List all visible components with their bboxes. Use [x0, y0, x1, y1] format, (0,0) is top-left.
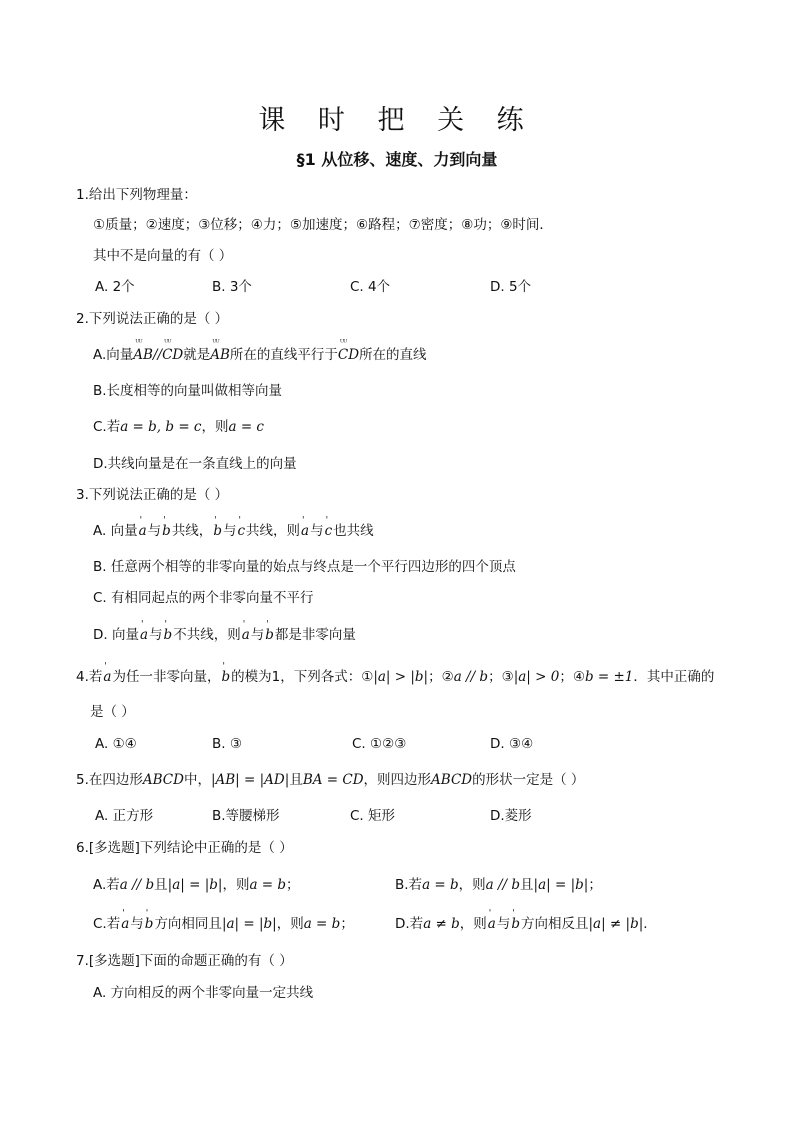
q3-a-text: 与	[310, 523, 324, 539]
q4-text: ；②	[428, 669, 454, 685]
vector-a: ' a	[139, 626, 149, 644]
question-2-stem: 2.下列说法正确的是（ ）	[76, 311, 229, 327]
question-3-option-b: B. 任意两个相等的非零向量的始点与终点是一个平行四边形的四个顶点	[93, 559, 516, 575]
q3-a-text: 与	[147, 523, 162, 539]
vector-a: ' a	[300, 522, 310, 540]
q6-b-text: ，则	[458, 877, 486, 893]
vector-a: ' a	[102, 668, 112, 686]
q6-b-text: B.若	[395, 877, 423, 893]
vector-b: ' b	[163, 626, 174, 644]
q6-d-text: .	[643, 916, 648, 932]
q6-d-formula: a ≠ b	[423, 916, 460, 932]
question-5-option-d: D.菱形	[490, 808, 532, 824]
q3-d-text: D. 向量	[93, 627, 139, 643]
vector-b: ' b	[144, 915, 155, 933]
q5-text: 的形状一定是（ ）	[472, 772, 585, 788]
vector-c: ' c	[236, 522, 246, 540]
q2-c-mid: ，则	[201, 419, 229, 435]
q6-a-text: ；	[286, 877, 300, 893]
question-2-option-c	[93, 418, 264, 436]
page-title: 课 时 把 关 练	[258, 105, 536, 136]
q4-text: 4.若	[76, 669, 103, 685]
question-7-stem: 7.[多选题]下面的命题正确的有（ ）	[76, 953, 293, 969]
question-2-option-b: B.长度相等的向量叫做相等向量	[93, 383, 283, 399]
q6-a-formula: a // b	[119, 877, 155, 893]
vector-b: ' b	[264, 626, 275, 644]
q2-a-post: 所在的直线	[359, 347, 427, 363]
q4-text: 的模为1，下列各式：①	[231, 669, 374, 685]
question-5-option-c: C. 矩形	[350, 808, 396, 824]
q3-d-text: 不共线，则	[173, 627, 241, 643]
vector-a: ' a	[241, 626, 251, 644]
question-3-option-d	[93, 626, 356, 644]
vector-b: ' b	[220, 668, 231, 686]
q5-quadrilateral: ABCD	[142, 772, 184, 788]
q3-a-text: A. 向量	[93, 523, 138, 539]
q5-text: 且	[289, 772, 303, 788]
question-6-option-d	[395, 915, 648, 933]
question-4-option-a: A. ①④	[95, 736, 137, 752]
question-1-stem: 1.给出下列物理量：	[76, 187, 197, 203]
q6-a-text: ，则	[222, 877, 250, 893]
q5-text: 中，	[183, 772, 211, 788]
q6-d-text: ，则	[459, 916, 487, 932]
q6-d-text: 方向相反且	[521, 916, 589, 932]
q2-a-prefix: A.向量	[93, 347, 134, 363]
q5-text: 5.在四边形	[76, 772, 143, 788]
q6-c-formula: |a| = |b|	[221, 916, 277, 932]
q4-formula-4: b = ±1	[584, 669, 634, 685]
question-4-stem	[76, 668, 714, 686]
q6-d-text: D.若	[395, 916, 424, 932]
q2-c-prefix: C.若	[93, 419, 121, 435]
vector-b: ' b	[510, 915, 521, 933]
question-6-option-a	[93, 876, 300, 894]
q3-d-text: 与	[149, 627, 163, 643]
q6-a-formula: |a| = |b|	[167, 877, 223, 893]
vector-cd: ᵁᵁ CD	[162, 346, 183, 364]
question-4-option-b: B. ③	[212, 736, 242, 752]
question-3-stem: 3.下列说法正确的是（ ）	[76, 487, 229, 503]
q6-d-text: 与	[496, 916, 511, 932]
question-6-option-c	[93, 915, 354, 933]
question-1-option-b: B. 3个	[212, 279, 252, 295]
question-4-option-d: D. ③④	[490, 736, 534, 752]
q2-c-formula-2: a = c	[228, 419, 264, 435]
q6-b-formula: a = b	[422, 877, 459, 893]
vector-c: ' c	[324, 522, 334, 540]
q5-text: ，则四边形	[363, 772, 432, 788]
question-1-list: ①质量；②速度；③位移；④力；⑤加速度；⑥路程；⑦密度；⑧功；⑨时间．	[93, 217, 553, 233]
q3-a-text: 也共线	[333, 523, 374, 539]
q4-text: ；④	[559, 669, 585, 685]
question-6-stem: 6.[多选题]下列结论中正确的是（ ）	[76, 840, 293, 856]
q3-a-text: 共线，则	[246, 523, 301, 539]
q5-quadrilateral: ABCD	[431, 772, 473, 788]
q3-a-text: 与	[222, 523, 237, 539]
q6-a-text: A.若	[93, 877, 120, 893]
q6-c-text: C.若	[93, 916, 121, 932]
vector-a: ' a	[138, 522, 148, 540]
q6-b-formula: a // b	[485, 877, 521, 893]
q4-text: 为任一非零向量，	[112, 669, 221, 685]
question-6-option-b	[395, 876, 602, 894]
q5-formula-1: |AB| = |AD|	[210, 772, 290, 788]
question-1-option-a: A. 2个	[95, 279, 135, 295]
question-5-option-a: A. 正方形	[95, 808, 154, 824]
vector-b: ' b	[161, 522, 172, 540]
q6-b-text: ；	[588, 877, 602, 893]
question-2-option-d: D.共线向量是在一条直线上的向量	[93, 456, 297, 472]
q4-formula-2: a // b	[453, 669, 489, 685]
q4-formula-1: |a| > |b|	[373, 669, 429, 685]
question-3-option-a	[93, 522, 374, 540]
vector-a: ' a	[120, 915, 130, 933]
parallel-sign: //	[152, 347, 163, 363]
vector-cd-2: ᵁᵁ CD	[338, 346, 359, 364]
q2-a-mid: 就是	[183, 347, 211, 363]
section-subtitle: §1 从位移、速度、力到向量	[296, 150, 498, 169]
q6-a-text: 且	[154, 877, 168, 893]
q5-formula-2: BA = CD	[302, 772, 364, 788]
vector-ab-2: ᵁᵁ AB	[210, 346, 230, 364]
question-7-option-a: A. 方向相反的两个非零向量一定共线	[93, 985, 314, 1001]
q3-a-text: 共线，	[171, 523, 213, 539]
q2-c-formula: a = b, b = c	[120, 419, 202, 435]
vector-b: ' b	[212, 522, 223, 540]
q6-c-text: ；	[340, 916, 354, 932]
vector-a: ' a	[487, 915, 497, 933]
q4-text: ．其中正确的	[633, 669, 715, 685]
q2-a-mid2: 所在的直线平行于	[229, 347, 338, 363]
q6-c-text: 与	[130, 916, 144, 932]
question-1-option-c: C. 4个	[350, 279, 391, 295]
question-4-stem-cont: 是（ ）	[90, 704, 135, 720]
q4-text: ；③	[488, 669, 514, 685]
q3-d-text: 都是非零向量	[274, 627, 356, 643]
question-1-option-d: D. 5个	[490, 279, 532, 295]
q6-d-formula: |a| ≠ |b|	[588, 916, 644, 932]
question-1-ask: 其中不是向量的有（ ）	[93, 248, 233, 264]
q6-b-formula: |a| = |b|	[533, 877, 589, 893]
question-2-option-a	[93, 346, 427, 364]
question-5-option-b: B.等腰梯形	[212, 808, 280, 824]
q6-c-text: ，则	[276, 916, 304, 932]
question-3-option-c: C. 有相同起点的两个非零向量不平行	[93, 590, 314, 606]
q6-a-formula: a = b	[249, 877, 287, 893]
question-5-stem	[76, 771, 584, 789]
q6-c-formula: a = b	[303, 916, 341, 932]
q6-b-text: 且	[520, 877, 534, 893]
question-4-option-c: C. ①②③	[352, 736, 407, 752]
vector-ab: ᵁᵁ AB	[133, 346, 153, 364]
q4-formula-3: |a| > 0	[513, 669, 560, 685]
q6-c-text: 方向相同且	[154, 916, 222, 932]
q3-d-text: 与	[250, 627, 265, 643]
